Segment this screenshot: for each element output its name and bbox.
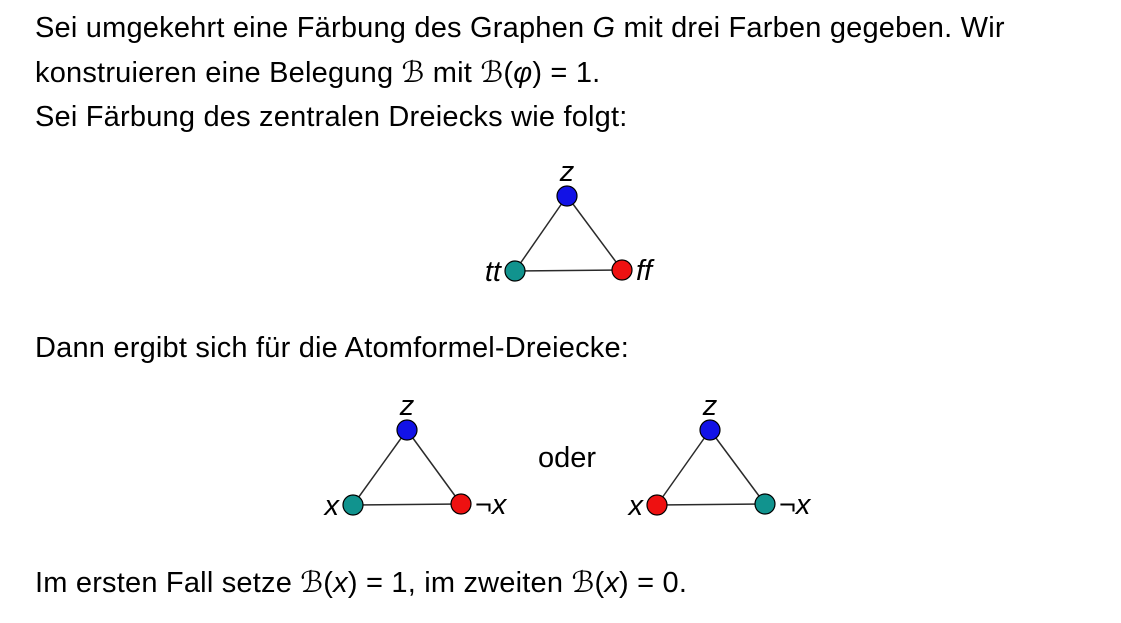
node-teal (343, 495, 363, 515)
plain-text: Sei umgekehrt eine Färbung des Graphen (35, 12, 593, 44)
intro-line-1 (35, 6, 1101, 50)
node-red (612, 260, 632, 280)
math-text: ℬ (571, 565, 595, 599)
node-label: ¬x (475, 489, 507, 521)
edge (657, 504, 765, 505)
edge (515, 196, 567, 271)
intro-line-2 (35, 50, 1101, 95)
edge (407, 430, 461, 504)
node-label: ff (636, 255, 653, 287)
atom-triangle-left (323, 390, 508, 522)
plain-text: ( (323, 567, 334, 599)
bottom-paragraph (35, 560, 1101, 605)
math-text: G (592, 12, 616, 44)
node-label: z (702, 390, 718, 422)
plain-text: mit (424, 57, 481, 89)
middle-paragraph (35, 326, 1101, 370)
edge (567, 196, 622, 270)
edge (657, 430, 710, 505)
node-label: x (628, 490, 643, 522)
math-text: ℬ (401, 55, 425, 89)
plain-text: ( (503, 57, 514, 89)
node-blue (700, 420, 720, 440)
edge (353, 504, 461, 505)
node-label: tt (484, 256, 501, 288)
node-label: z (399, 390, 415, 422)
plain-text: Dann ergibt sich für die Atomformel-Dreiecke: (35, 332, 630, 364)
math-text: φ (513, 57, 533, 89)
plain-text: mit drei Farben gegeben. Wir (615, 12, 1005, 44)
node-label: z (559, 156, 575, 188)
node-teal (505, 261, 525, 281)
node-red (451, 494, 471, 514)
math-text: ℬ (480, 55, 504, 89)
node-red (647, 495, 667, 515)
math-text: x (604, 567, 620, 599)
edge (515, 270, 622, 271)
central-triangle (485, 156, 655, 288)
plain-text: ) = 1. (532, 57, 601, 89)
intro-paragraph (35, 6, 1101, 139)
node-blue (557, 186, 577, 206)
plain-text: konstruieren eine Belegung (35, 57, 402, 89)
bottom-line-1 (35, 560, 1101, 605)
node-label: ¬x (779, 489, 811, 521)
node-teal (755, 494, 775, 514)
plain-text: ) = 1, im zweiten (347, 567, 572, 599)
plain-text: ) = 0. (619, 567, 688, 599)
math-text: ℬ (300, 565, 324, 599)
math-text: x (333, 567, 348, 599)
intro-line-3 (35, 95, 1101, 139)
plain-text: ( (594, 567, 605, 599)
plain-text: Sei Färbung des zentralen Dreiecks wie folgt: (35, 101, 628, 133)
atom-triangle-right (627, 390, 812, 522)
oder-label: oder (538, 442, 597, 474)
edge (353, 430, 407, 505)
node-label: x (324, 490, 339, 522)
middle-line-1 (35, 326, 1101, 370)
edge (710, 430, 765, 504)
node-blue (397, 420, 417, 440)
plain-text: Im ersten Fall setze (35, 567, 301, 599)
